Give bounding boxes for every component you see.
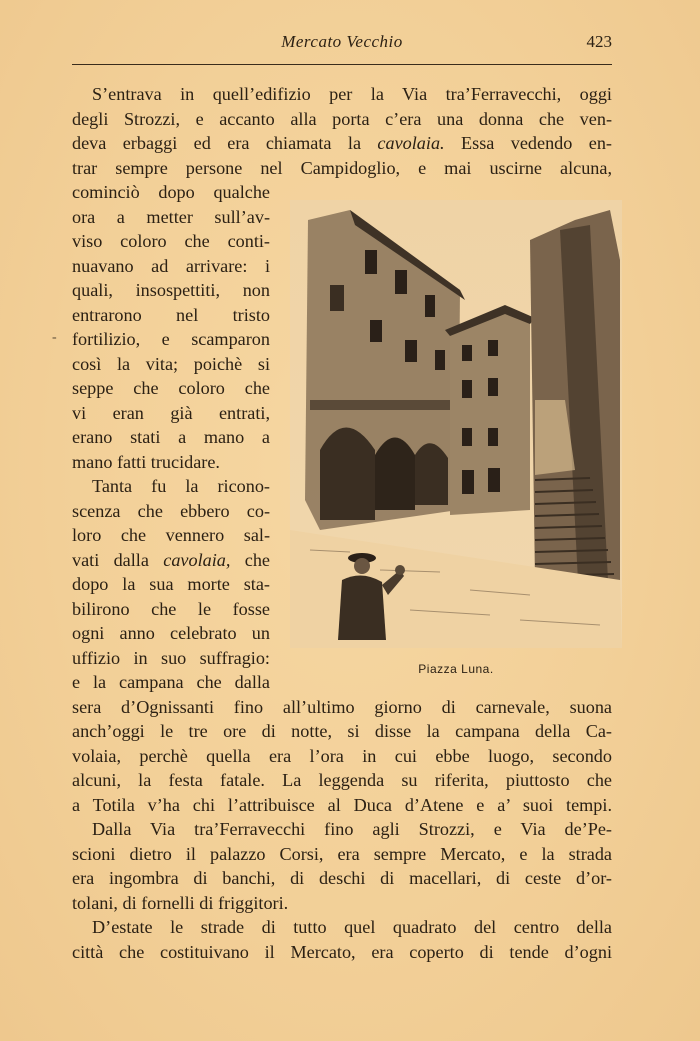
text-line: così la vita; poichè si [72, 354, 270, 374]
text-line: viso coloro che conti- [72, 231, 270, 251]
text-line: trar sempre persone nel Campidoglio, e mai uscirne alcuna, [72, 158, 612, 178]
text-line: degli Strozzi, e accanto alla porta c’era una donna che ven- [72, 109, 612, 129]
text-line: e la campana che dalla [72, 672, 270, 692]
text-line: vati dalla cavolaia, che [72, 550, 270, 570]
text-line: ora a metter sull’av- [72, 207, 270, 227]
text-line: S’entrava in quell’edifizio per la Via tra’Ferravecchi, oggi [92, 84, 612, 104]
text-line: ogni anno celebrato un [72, 623, 270, 643]
text-line: tolani, di fornelli di friggitori. [72, 893, 289, 913]
text-line: mano fatti trucidare. [72, 452, 220, 472]
page-number: 423 [586, 32, 612, 51]
running-head-title: Mercato Vecchio [281, 32, 403, 51]
text-line: a Totila v’ha chi l’attribuisce al Duca d’Atene e a’ suoi tempi. [72, 795, 612, 815]
text-line: entrarono nel tristo [72, 305, 270, 325]
text-line: dopo la sua morte sta- [72, 574, 270, 594]
header-rule [72, 64, 612, 65]
running-head [72, 32, 612, 60]
text-line: Tanta fu la ricono- [92, 476, 270, 496]
text-line: loro che vennero sal- [72, 525, 270, 545]
figure-caption: Piazza Luna. [418, 662, 494, 676]
text-line: vi eran già entrati, [72, 403, 270, 423]
text-line: città che costituivano il Mercato, era coperto di tende d’ogni [72, 942, 612, 962]
text-line: scenza che ebbero co- [72, 501, 270, 521]
text-line: Dalla Via tra’Ferravecchi fino agli Strozzi, e Via de’Pe- [92, 819, 612, 839]
street-scene-icon [290, 200, 622, 648]
text-line: seppe che coloro che [72, 378, 270, 398]
text-line: D’estate le strade di tutto quel quadrato del centro della [92, 917, 612, 937]
text-line: era ingombra di banchi, di deschi di macellari, di ceste d’or- [72, 868, 612, 888]
text-line: nuavano ad arrivare: i [72, 256, 270, 276]
text-line: erano stati a mano a [72, 427, 270, 447]
text-line: uffizio in suo suffragio: [72, 648, 270, 668]
piazza-luna-illustration [290, 200, 622, 648]
text-line: cominciò dopo qualche [72, 182, 270, 202]
text-line: anch’oggi le tre ore di notte, si disse la campana della Ca- [72, 721, 612, 741]
text-line: bilirono che le fosse [72, 599, 270, 619]
margin-mark: - [52, 330, 57, 345]
text-line: volaia, perchè quella era l’ora in cui ebbe luogo, secondo [72, 746, 612, 766]
text-line: deva erbaggi ed era chiamata la cavolaia. Essa vedendo en- [72, 133, 612, 153]
text-line: fortilizio, e scamparon [72, 329, 270, 349]
text-line: sera d’Ognissanti fino all’ultimo giorno di carnevale, suona [72, 697, 612, 717]
text-line: alcuni, la festa fatale. La leggenda su riferita, piuttosto che [72, 770, 612, 790]
text-line: scioni dietro il palazzo Corsi, era sempre Mercato, e la strada [72, 844, 612, 864]
text-line: quali, insospettiti, non [72, 280, 270, 300]
